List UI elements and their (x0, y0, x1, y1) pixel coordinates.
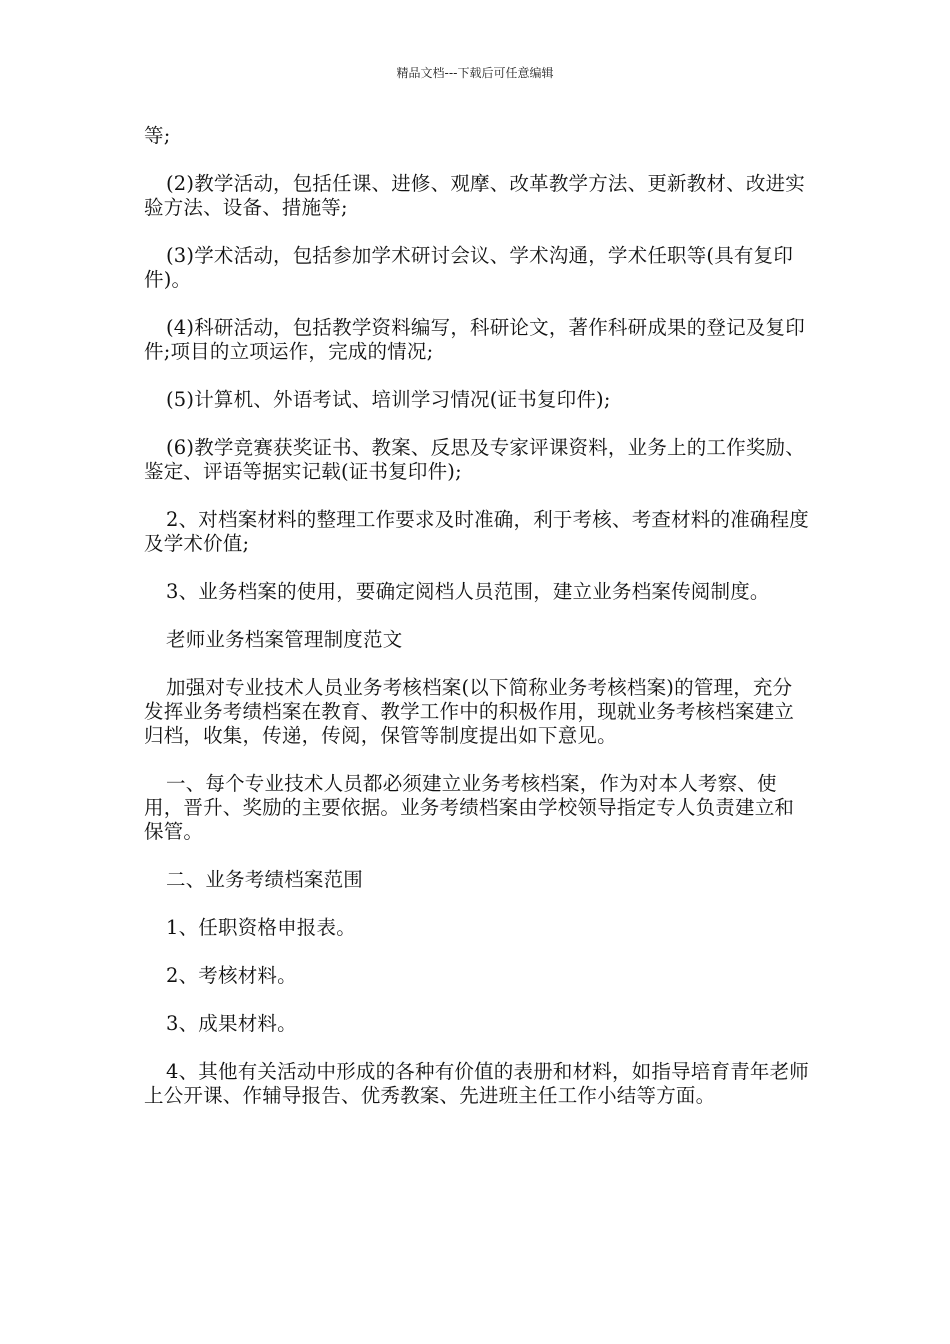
paragraph: (2)教学活动，包括任课、进修、观摩、改革教学方法、更新教材、改进实验方法、设备、措施等; (144, 172, 805, 219)
paragraph: 一、每个专业技术人员都必须建立业务考核档案，作为对本人考察、使用，晋升、奖励的主要依据。业务考绩档案由学校领导指定专人负责建立和保管。 (144, 772, 795, 843)
paragraph: (5)计算机、外语考试、培训学习情况(证书复印件); (166, 388, 611, 411)
paragraph: 等; (144, 124, 171, 147)
section-heading: 二、业务考绩档案范围 (166, 868, 364, 891)
section-title: 老师业务档案管理制度范文 (166, 628, 403, 651)
list-item: 1、任职资格申报表。 (166, 916, 356, 939)
list-item: 3、成果材料。 (166, 1012, 297, 1035)
paragraph: 2、对档案材料的整理工作要求及时准确，利于考核、考查材料的准确程度及学术价值; (144, 508, 810, 555)
document-body (144, 124, 810, 1132)
list-item: 4、其他有关活动中形成的各种有价值的表册和材料，如指导培育青年老师上公开课、作辅导报告、优秀教案、先进班主任工作小结等方面。 (144, 1060, 810, 1107)
paragraph: 加强对专业技术人员业务考核档案(以下简称业务考核档案)的管理，充分发挥业务考绩档案在教育、教学工作中的积极作用，现就业务考核档案建立归档，收集，传递，传阅，保管等制度提出如下意见。 (144, 676, 795, 747)
paragraph: (3)学术活动，包括参加学术研讨会议、学术沟通，学术任职等(具有复印件)。 (144, 244, 794, 291)
paragraph: 3、业务档案的使用，要确定阅档人员范围，建立业务档案传阅制度。 (166, 580, 770, 603)
page-header: 精品文档---下载后可任意编辑 (396, 66, 554, 80)
list-item: 2、考核材料。 (166, 964, 297, 987)
paragraph: (6)教学竞赛获奖证书、教案、反思及专家评课资料，业务上的工作奖励、鉴定、评语等据实记载(证书复印件); (144, 436, 805, 483)
paragraph: (4)科研活动，包括教学资料编写，科研论文，著作科研成果的登记及复印件;项目的立项运作，完成的情况; (144, 316, 805, 363)
